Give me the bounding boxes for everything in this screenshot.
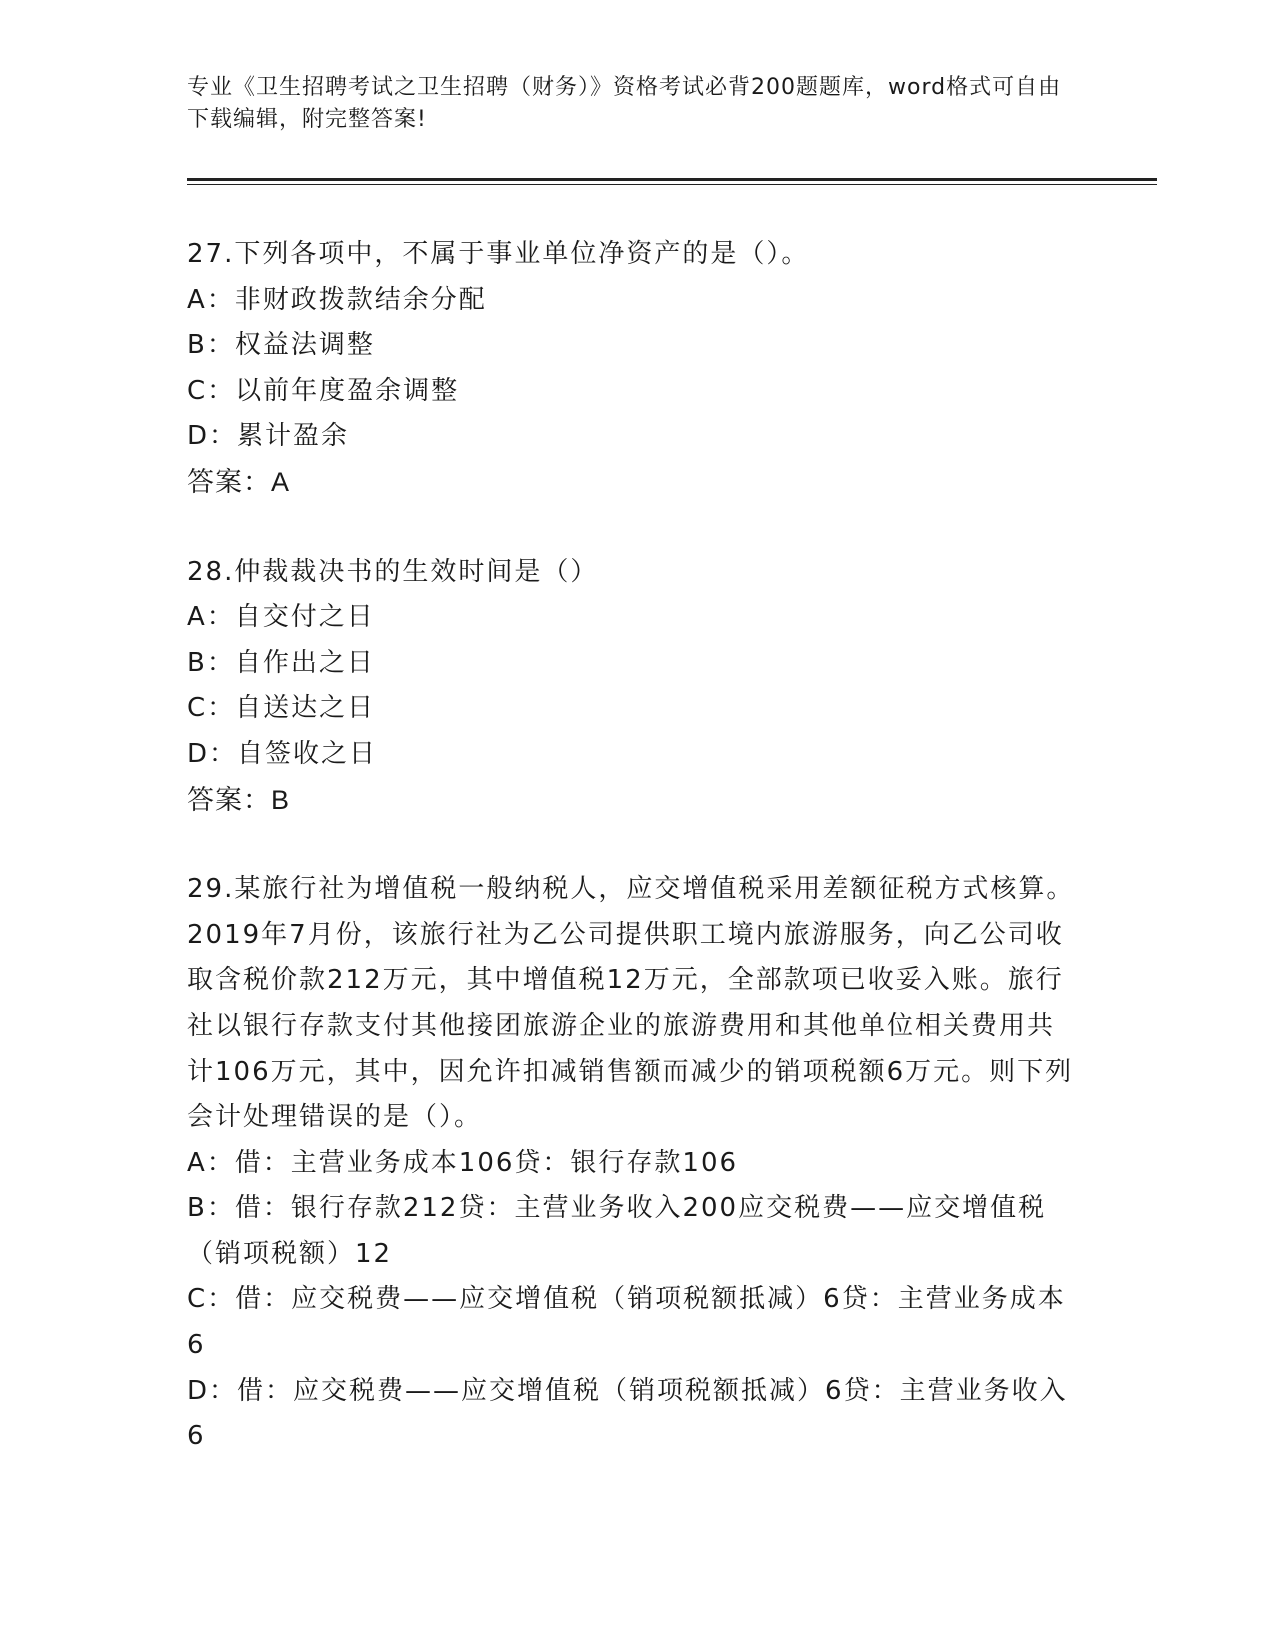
page-header: 专业《卫生招聘考试之卫生招聘（财务）》资格考试必背200题题库，word格式可自由下载编辑，附完整答案!: [187, 75, 1062, 132]
header-rule: [187, 178, 1157, 181]
option-d: D：自签收之日: [187, 738, 378, 769]
option-c: C：借：应交税费——应交增值税（销项税额抵减）6贷：主营业务成本6: [187, 1284, 1066, 1361]
question-stem: 29.某旅行社为增值税一般纳税人，应交增值税采用差额征税方式核算。2019年7月份，该旅行社为乙公司提供职工境内旅游服务，向乙公司收取含税价款212万元，其中增值税12万元，全部款项已收妥入账。旅行社以银行存款支付其他接团旅游企业的旅游费用和其他单位相关费用共计106万元，其中，因允许扣减销售额而减少的销项税额6万元。则下列会计处理错误的是（）。: [187, 874, 1075, 1133]
option-d: D：累计盈余: [187, 421, 350, 452]
question-list: [187, 232, 1077, 1460]
question-stem: 27.下列各项中，不属于事业单位净资产的是（）。: [187, 239, 810, 269]
answer: 答案：B: [187, 784, 291, 815]
option-a: A：自交付之日: [187, 602, 375, 633]
option-d: D：借：应交税费——应交增值税（销项税额抵减）6贷：主营业务收入6: [187, 1375, 1068, 1452]
option-a: A：借：主营业务成本106贷：银行存款106: [187, 1147, 739, 1178]
option-b: B：权益法调整: [187, 330, 375, 361]
header-rule-thin: [187, 184, 1157, 185]
question-27: [187, 232, 1077, 506]
answer: 答案：A: [187, 466, 291, 497]
question-28: [187, 550, 1077, 824]
question-stem: 28.仲裁裁决书的生效时间是（）: [187, 556, 599, 587]
option-b: B：借：银行存款212贷：主营业务收入200应交税费——应交增值税（销项税额）12: [187, 1193, 1047, 1269]
question-29: [187, 867, 1077, 1460]
option-c: C：自送达之日: [187, 693, 376, 724]
option-a: A：非财政拨款结余分配: [187, 284, 487, 315]
option-b: B：自作出之日: [187, 647, 375, 678]
option-c: C：以前年度盈余调整: [187, 375, 460, 406]
